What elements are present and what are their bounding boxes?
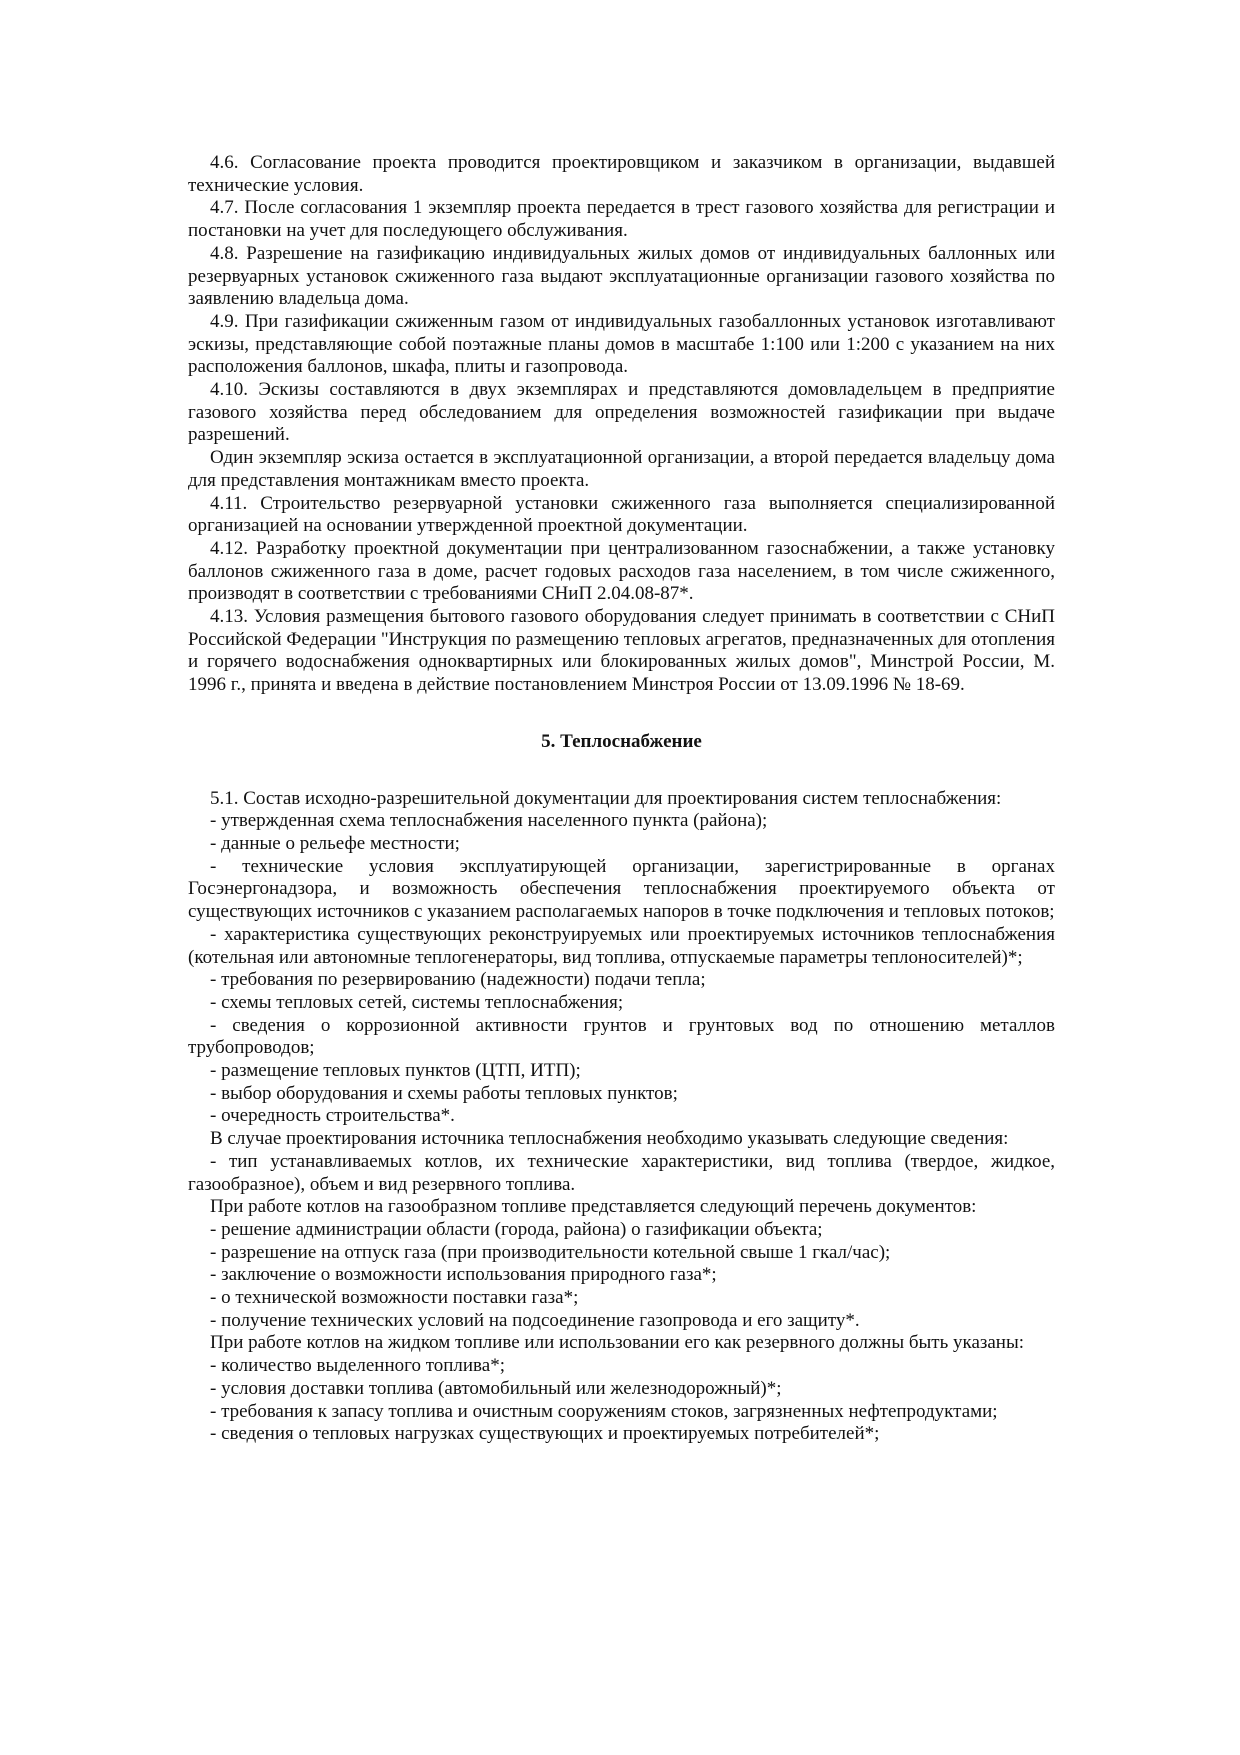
document-page <box>188 152 1055 1446</box>
paragraph-4-9: 4.9. При газификации сжиженным газом от индивидуальных газобаллонных установок изготавливают эскизы, представляющие собой поэтажные планы домов в масштабе 1:100 или 1:200 с указанием на них расположения баллонов, шкафа, плиты и газопровода. <box>188 310 1055 378</box>
list-item: - заключение о возможности использования природного газа*; <box>210 1264 717 1286</box>
list-item: - решение администрации области (города, района) о газификации объекта; <box>210 1218 823 1240</box>
list-item: - тип устанавливаемых котлов, их технические характеристики, вид топлива (твердое, жидкое, газообразное), объем и вид резервного топлива. <box>188 1150 1055 1195</box>
list-item: - схемы тепловых сетей, системы теплоснабжения; <box>210 991 624 1013</box>
paragraph-4-8: 4.8. Разрешение на газификацию индивидуальных жилых домов от индивидуальных баллонных или резервуарных установок сжиженного газа выдают эксплуатационные организации газового хозяйства по заявлению владельца дома. <box>188 242 1055 310</box>
list-item: - требования к запасу топлива и очистным сооружениям стоков, загрязненных нефтепродуктами; <box>210 1400 998 1422</box>
paragraph-4-10-continued: Один экземпляр эскиза остается в эксплуатационной организации, а второй передается владельцу дома для представления монтажникам вместо проекта. <box>188 447 1055 491</box>
list-item: - требования по резервированию (надежности) подачи тепла; <box>210 969 706 991</box>
list-item: - получение технических условий на подсоединение газопровода и его защиту*. <box>210 1309 860 1331</box>
list-item: - разрешение на отпуск газа (при производительности котельной свыше 1 гкал/час); <box>210 1241 891 1263</box>
list-item: - размещение тепловых пунктов (ЦТП, ИТП); <box>210 1060 581 1082</box>
paragraph-liquid-fuel: При работе котлов на жидком топливе или использовании его как резервного должны быть указаны: <box>210 1332 1025 1354</box>
paragraph-4-12: 4.12. Разработку проектной документации при централизованном газоснабжении, а также установку баллонов сжиженного газа в доме, расчет годовых расходов газа населением, в том числе сжиженного, производят в соответствии с требованиями СНиП 2.04.08-87*. <box>188 537 1055 605</box>
list-item: - очередность строительства*. <box>210 1105 455 1127</box>
paragraph-heat-source: В случае проектирования источника теплоснабжения необходимо указывать следующие сведения: <box>210 1128 1009 1150</box>
paragraph-4-13: 4.13. Условия размещения бытового газового оборудования следует принимать в соответствии с СНиП Российской Федерации "Инструкция по размещению тепловых агрегатов, предназначенных для отопления и горячего водоснабжения одноквартирных или блокированных жилых домов", Минстрой России, М. 1996 г., принята и введена в действие постановлением Минстроя России от 13.09.1996 № 18-69. <box>188 606 1055 696</box>
list-item: - сведения о тепловых нагрузках существующих и проектируемых потребителей*; <box>210 1423 880 1445</box>
list-item: - о технической возможности поставки газа*; <box>210 1287 579 1309</box>
list-item: - технические условия эксплуатирующей организации, зарегистрированные в органах Госэнергонадзора, и возможность обеспечения теплоснабжения проектируемого объекта от существующих источников с указанием располагаемых напоров в точке подключения и тепловых потоков; <box>188 855 1055 923</box>
list-item: - условия доставки топлива (автомобильный или железнодорожный)*; <box>210 1377 782 1399</box>
paragraph-4-7: 4.7. После согласования 1 экземпляр проекта передается в трест газового хозяйства для регистрации и постановки на учет для последующего обслуживания. <box>188 197 1055 242</box>
section-heading-teplosnabzhenie: 5. Теплоснабжение <box>541 730 702 752</box>
paragraph-4-11: 4.11. Строительство резервуарной установки сжиженного газа выполняется специализированной организацией на основании утвержденной проектной документации. <box>188 492 1055 537</box>
list-item: - сведения о коррозионной активности грунтов и грунтовых вод по отношению металлов трубопроводов; <box>188 1014 1055 1059</box>
paragraph-4-6: 4.6. Согласование проекта проводится проектировщиком и заказчиком в организации, выдавшей технические условия. <box>188 152 1055 196</box>
paragraph-gas-fuel: При работе котлов на газообразном топливе представляется следующий перечень документов: <box>210 1196 977 1218</box>
paragraph-4-10: 4.10. Эскизы составляются в двух экземплярах и представляются домовладельцем в предприятие газового хозяйства перед обследованием для определения возможностей газификации при выдаче разрешений. <box>188 379 1055 446</box>
list-item: - утвержденная схема теплоснабжения населенного пункта (района); <box>210 810 768 832</box>
list-item: - данные о рельефе местности; <box>210 832 460 854</box>
paragraph-5-1: 5.1. Состав исходно-разрешительной документации для проектирования систем теплоснабжения: <box>210 787 1002 809</box>
list-item: - выбор оборудования и схемы работы тепловых пунктов; <box>210 1082 678 1104</box>
list-item: - характеристика существующих реконструируемых или проектируемых источников теплоснабжения (котельная или автономные теплогенераторы, вид топлива, отпускаемые параметры теплоносителей)*; <box>188 923 1055 968</box>
list-item: - количество выделенного топлива*; <box>210 1355 505 1377</box>
